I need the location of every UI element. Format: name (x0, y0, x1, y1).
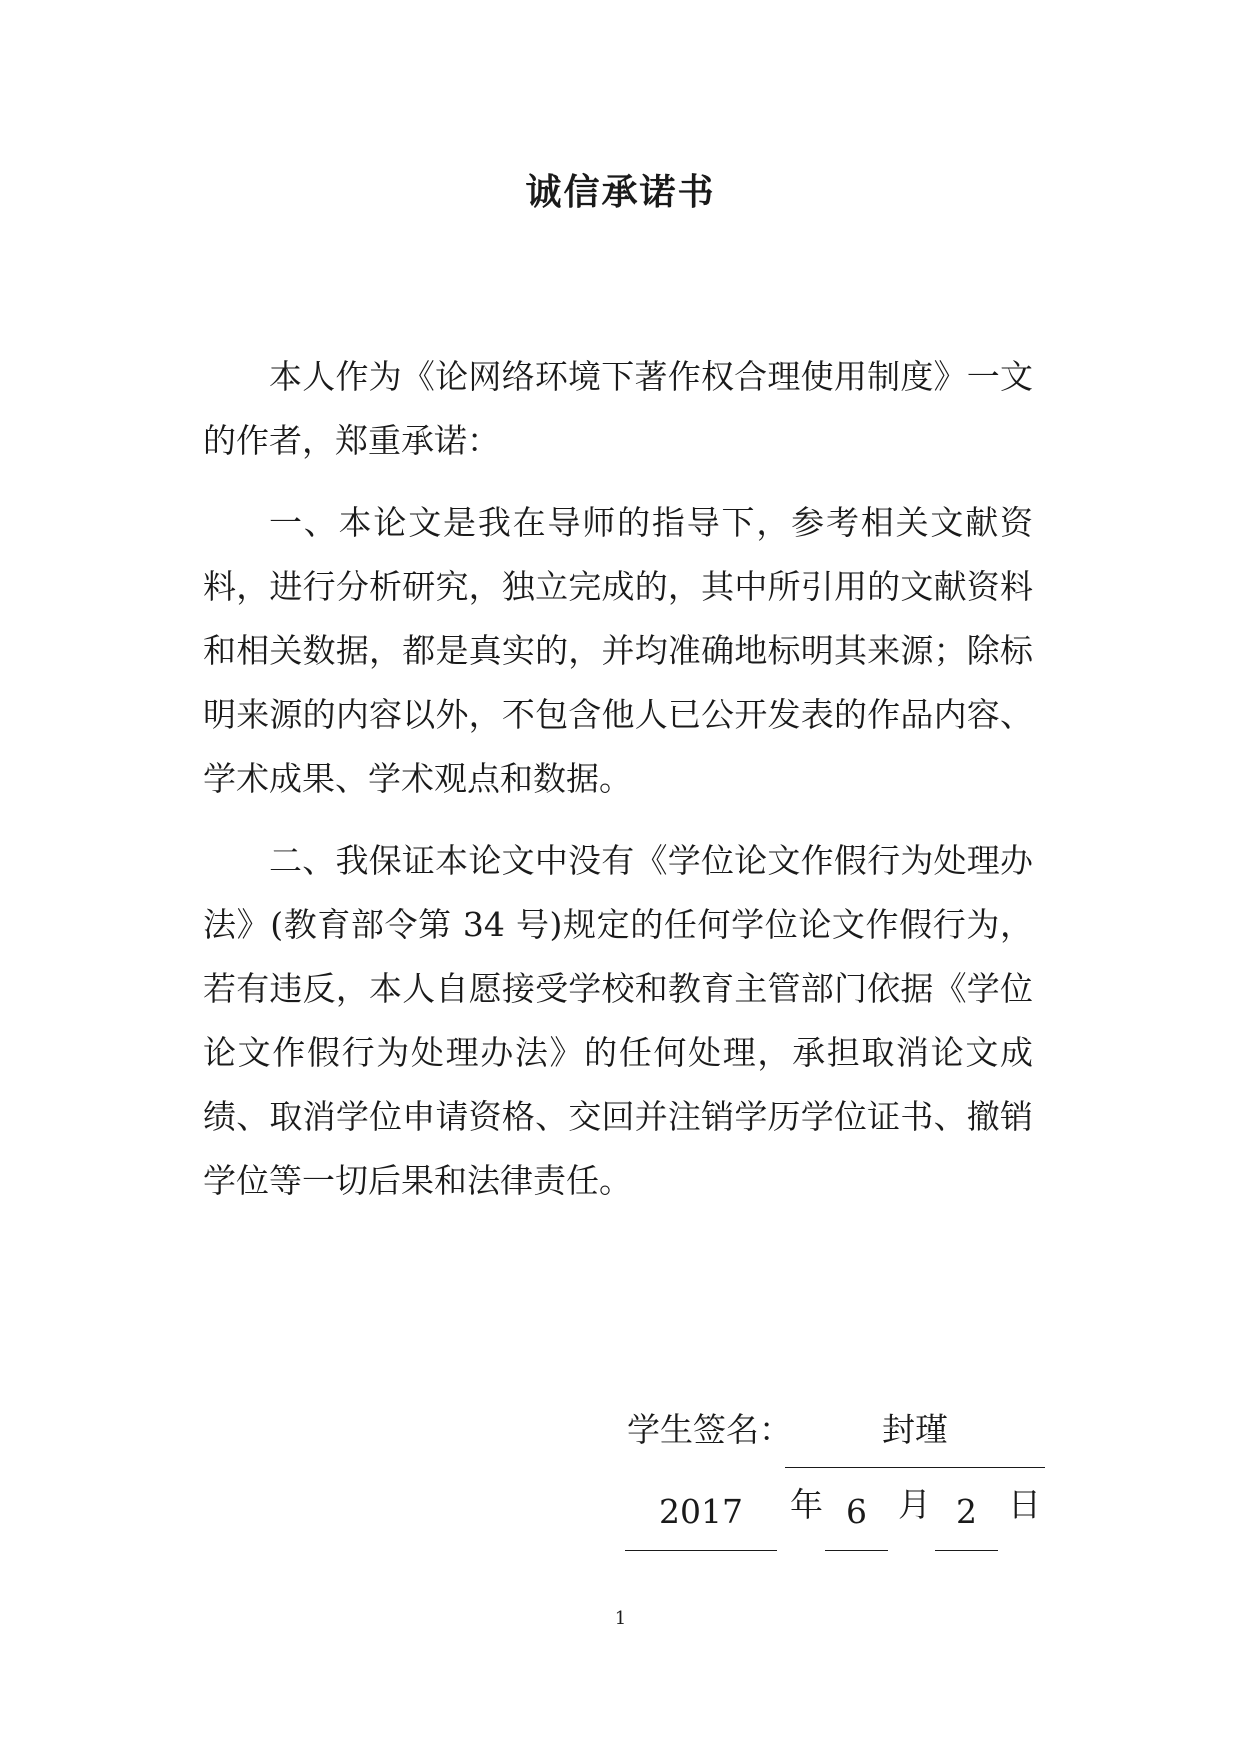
document-body (203, 345, 1033, 1231)
signature-label: 学生签名： (627, 1410, 792, 1449)
date-year-underline (625, 1550, 777, 1551)
date-year: 2017 (659, 1492, 743, 1531)
signature-underline (785, 1467, 1045, 1468)
date-day-unit: 日 (1008, 1485, 1041, 1524)
intro-paragraph: 本人作为《论网络环境下著作权合理使用制度》一文的作者，郑重承诺： (203, 357, 1033, 460)
date-month-unit: 月 (898, 1485, 931, 1524)
date-month-underline (825, 1550, 888, 1551)
date-day-underline (935, 1550, 998, 1551)
student-signature: 封瑾 (882, 1410, 948, 1449)
date-year-unit: 年 (790, 1485, 823, 1524)
page-number: 1 (614, 1608, 627, 1629)
date-day: 2 (956, 1492, 977, 1531)
commitment-paragraph-1: 一、本论文是我在导师的指导下，参考相关文献资料，进行分析研究，独立完成的，其中所引用的文献资料和相关数据，都是真实的，并均准确地标明其来源；除标明来源的内容以外，不包含他人已公开发表的作品内容、学术成果、学术观点和数据。 (203, 503, 1033, 798)
document-title: 诚信承诺书 (525, 171, 716, 213)
date-month: 6 (846, 1492, 867, 1531)
commitment-paragraph-2: 二、我保证本论文中没有《学位论文作假行为处理办法》(教育部令第 34 号)规定的任何学位论文作假行为，若有违反，本人自愿接受学校和教育主管部门依据《学位论文作假行为处理办法》的任何处理，承担取消论文成绩、取消学位申请资格、交回并注销学历学位证书、撤销学位等一切后果和法律责任。 (203, 841, 1033, 1200)
